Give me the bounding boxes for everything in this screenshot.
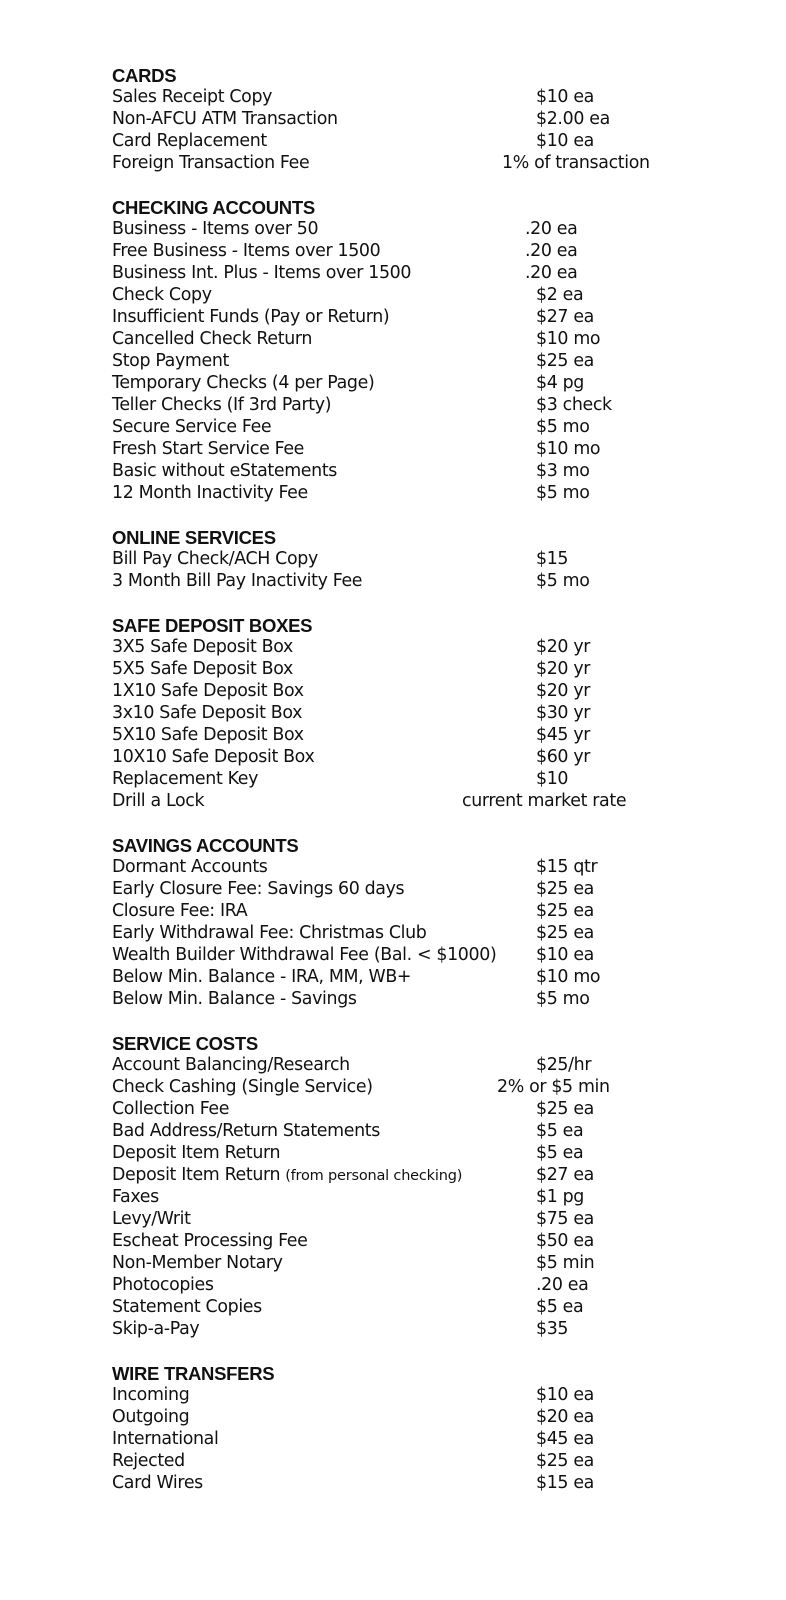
fee-value: $30 yr [536,703,591,723]
fee-label [112,922,427,944]
fee-label [112,636,293,658]
fee-row [112,702,732,724]
fee-label-text: 3x10 Safe Deposit Box [112,703,303,723]
fee-value: .20 ea [536,1275,589,1295]
fee-row [112,1296,732,1318]
fee-value: $10 ea [536,131,594,151]
fee-row [112,1098,732,1120]
fee-label-text: Early Closure Fee: Savings 60 days [112,879,405,899]
fee-value: .20 ea [525,219,578,239]
fee-row [112,570,732,592]
fee-row [112,284,732,306]
fee-list [112,1054,732,1340]
fee-value: $1 pg [536,1187,584,1207]
fee-value: $25 ea [536,901,594,921]
section-cards [112,64,732,174]
fee-label-text: Dormant Accounts [112,857,268,877]
fee-row [112,1252,732,1274]
fee-label-text: Statement Copies [112,1297,262,1317]
fee-label [112,1142,280,1164]
fee-label-text: Basic without eStatements [112,461,337,481]
fee-label [112,394,331,416]
fee-list [112,1384,732,1494]
fee-label-text: Levy/Writ [112,1209,191,1229]
fee-value: $15 [536,549,569,569]
fee-row [112,1120,732,1142]
section-heading: ONLINE SERVICES [112,527,276,548]
fee-row [112,922,732,944]
fee-row [112,108,732,130]
fee-row [112,394,732,416]
fee-label [112,108,338,130]
fee-label-text: Bill Pay Check/ACH Copy [112,549,318,569]
fee-list [112,856,732,1010]
fee-row [112,1076,732,1098]
fee-row [112,350,732,372]
fee-row [112,1450,732,1472]
fee-value: $10 ea [536,1385,594,1405]
fee-label [112,1384,189,1406]
fee-label [112,438,304,460]
section-heading: CARDS [112,65,177,86]
fee-value: $15 ea [536,1473,594,1493]
fee-label-text: Early Withdrawal Fee: Christmas Club [112,923,427,943]
fee-label-text: Card Replacement [112,131,267,151]
fee-row [112,416,732,438]
fee-label [112,966,411,988]
fee-list [112,218,732,504]
fee-row [112,636,732,658]
fee-label [112,900,247,922]
fee-label [112,1252,283,1274]
fee-value: $10 ea [536,87,594,107]
fee-label [112,284,212,306]
fee-value: $25 ea [536,351,594,371]
fee-label [112,240,380,262]
fee-label-text: Closure Fee: IRA [112,901,248,921]
fee-label [112,350,229,372]
fee-row [112,1208,732,1230]
fee-label [112,482,308,504]
fee-row [112,878,732,900]
fee-label-text: Faxes [112,1187,159,1207]
fee-label [112,1296,262,1318]
section-heading: SAFE DEPOSIT BOXES [112,615,313,636]
fee-row [112,372,732,394]
fee-label-text: Rejected [112,1451,185,1471]
fee-value: 2% or $5 min [497,1077,610,1097]
fee-value: $4 pg [536,373,584,393]
fee-value: $35 [536,1319,569,1339]
fee-label [112,1120,380,1142]
fee-list [112,636,732,812]
fee-label-text: Business Int. Plus - Items over 1500 [112,263,412,283]
fee-value: $10 mo [536,439,601,459]
fee-label-text: Skip-a-Pay [112,1319,200,1339]
fee-label [112,1428,218,1450]
fee-label [112,680,304,702]
fee-row [112,262,732,284]
fee-row [112,1142,732,1164]
fee-value: $20 yr [536,681,591,701]
fee-label-text: Account Balancing/Research [112,1055,350,1075]
fee-label-text: Photocopies [112,1275,214,1295]
fee-value: $10 mo [536,967,601,987]
fee-value: $2 ea [536,285,584,305]
fee-row [112,438,732,460]
fee-label [112,1054,350,1076]
fee-value: $20 ea [536,1407,594,1427]
section-heading: SERVICE COSTS [112,1033,258,1054]
fee-label [112,460,337,482]
fee-label-text: Outgoing [112,1407,190,1427]
fee-label-text: Secure Service Fee [112,417,272,437]
section-heading: WIRE TRANSFERS [112,1363,275,1384]
fee-row [112,944,732,966]
fee-row [112,1406,732,1428]
fee-value: $45 ea [536,1429,594,1449]
fee-value: $75 ea [536,1209,594,1229]
fee-label-text: Below Min. Balance - Savings [112,989,357,1009]
fee-value: $10 ea [536,945,594,965]
section-service-costs [112,1032,732,1340]
fee-label [112,130,267,152]
fee-row [112,1230,732,1252]
fee-label [112,1472,203,1494]
fee-value: .20 ea [525,263,578,283]
fee-label [112,1450,185,1472]
fee-value: $20 yr [536,637,591,657]
fee-label-text: Escheat Processing Fee [112,1231,308,1251]
fee-value: $25 ea [536,923,594,943]
fee-value: $50 ea [536,1231,594,1251]
section-online-services [112,526,732,592]
fee-row [112,768,732,790]
fee-value: $27 ea [536,307,594,327]
fee-value: $25 ea [536,879,594,899]
fee-label-text: 1X10 Safe Deposit Box [112,681,304,701]
fee-label [112,372,374,394]
fee-label-text: Free Business - Items over 1500 [112,241,381,261]
fee-row [112,1384,732,1406]
fee-row [112,1054,732,1076]
fee-value: .20 ea [525,241,578,261]
fee-label [112,548,318,570]
fee-label [112,1208,191,1230]
fee-label [112,1406,189,1428]
fee-value: $5 mo [536,483,590,503]
fee-row [112,328,732,350]
fee-row [112,130,732,152]
fee-row [112,680,732,702]
section-wire-transfers [112,1362,732,1494]
fee-row [112,306,732,328]
fee-row [112,900,732,922]
fee-value: $3 mo [536,461,590,481]
fee-label-text: Below Min. Balance - IRA, MM, WB+ [112,967,412,987]
fee-value: $20 yr [536,659,591,679]
section-checking-accounts [112,196,732,504]
fee-label [112,1318,199,1340]
fee-value: $25 ea [536,1099,594,1119]
fee-label-text: Replacement Key [112,769,259,789]
fee-label-text: Check Copy [112,285,212,305]
fee-label [112,944,496,966]
fee-label [112,218,318,240]
fee-schedule [112,64,732,1516]
fee-label [112,328,312,350]
fee-label [112,724,304,746]
fee-row [112,152,732,174]
fee-label-text: 3 Month Bill Pay Inactivity Fee [112,571,363,591]
fee-label [112,878,404,900]
fee-label [112,1186,159,1208]
fee-label-note: (from personal checking) [285,1168,463,1184]
fee-label [112,1076,373,1098]
fee-row [112,966,732,988]
fee-label-text: Deposit Item Return [112,1165,281,1185]
fee-value: $3 check [536,395,612,415]
fee-row [112,1274,732,1296]
fee-row [112,724,732,746]
fee-value: $10 [536,769,569,789]
section-savings-accounts [112,834,732,1010]
fee-value: $2.00 ea [536,109,610,129]
fee-label [112,570,362,592]
fee-label [112,1274,214,1296]
fee-value: $27 ea [536,1165,594,1185]
fee-row [112,1318,732,1340]
fee-label-text: Insufficient Funds (Pay or Return) [112,307,390,327]
fee-label [112,768,258,790]
fee-label [112,988,357,1010]
fee-value: $5 ea [536,1143,584,1163]
fee-label-text: Cancelled Check Return [112,329,313,349]
fee-label-text: Teller Checks (If 3rd Party) [112,395,332,415]
fee-label-text: Fresh Start Service Fee [112,439,305,459]
fee-list [112,86,732,174]
fee-value: $60 yr [536,747,591,767]
fee-label-text: Temporary Checks (4 per Page) [112,373,375,393]
fee-label-text: Wealth Builder Withdrawal Fee (Bal. < $1000) [112,945,497,965]
fee-value: $45 yr [536,725,591,745]
fee-label-text: Drill a Lock [112,791,205,811]
fee-label [112,306,389,328]
fee-label [112,658,293,680]
fee-label [112,1164,462,1187]
fee-row [112,1428,732,1450]
fee-label [112,1230,307,1252]
fee-label-text: International [112,1429,219,1449]
fee-label [112,152,309,174]
fee-value: $5 mo [536,571,590,591]
fee-label [112,790,204,812]
fee-value: $10 mo [536,329,601,349]
fee-label [112,746,314,768]
fee-value: current market rate [462,791,627,811]
fee-label-text: Deposit Item Return [112,1143,281,1163]
fee-value: $5 ea [536,1297,584,1317]
fee-value: $5 mo [536,989,590,1009]
fee-label-text: 10X10 Safe Deposit Box [112,747,315,767]
fee-label [112,416,271,438]
fee-row [112,1186,732,1208]
fee-row [112,482,732,504]
fee-label-text: Bad Address/Return Statements [112,1121,380,1141]
section-heading: SAVINGS ACCOUNTS [112,835,299,856]
fee-row [112,856,732,878]
fee-label-text: Foreign Transaction Fee [112,153,310,173]
fee-value: 1% of transaction [502,153,650,173]
fee-label-text: Non-Member Notary [112,1253,283,1273]
fee-label-text: Non-AFCU ATM Transaction [112,109,338,129]
fee-row [112,790,732,812]
fee-label-text: Collection Fee [112,1099,230,1119]
fee-label-text: Check Cashing (Single Service) [112,1077,373,1097]
fee-label-text: Sales Receipt Copy [112,87,273,107]
fee-label [112,262,411,284]
fee-label-text: Business - Items over 50 [112,219,319,239]
fee-label [112,702,302,724]
fee-label [112,856,268,878]
fee-row [112,86,732,108]
fee-row [112,746,732,768]
fee-label-text: 5X10 Safe Deposit Box [112,725,304,745]
section-safe-deposit-boxes [112,614,732,812]
fee-row [112,460,732,482]
fee-value: $25 ea [536,1451,594,1471]
fee-value: $5 mo [536,417,590,437]
fee-row [112,658,732,680]
fee-value: $25/hr [536,1055,592,1075]
fee-row [112,218,732,240]
fee-row [112,1164,732,1186]
fee-row [112,548,732,570]
fee-row [112,1472,732,1494]
fee-row [112,240,732,262]
fee-row [112,988,732,1010]
fee-label-text: Stop Payment [112,351,229,371]
fee-value: $15 qtr [536,857,598,877]
fee-label-text: Incoming [112,1385,190,1405]
fee-value: $5 ea [536,1121,584,1141]
section-heading: CHECKING ACCOUNTS [112,197,315,218]
fee-label [112,1098,229,1120]
fee-label-text: 3X5 Safe Deposit Box [112,637,293,657]
fee-label-text: Card Wires [112,1473,203,1493]
fee-value: $5 min [536,1253,595,1273]
fee-label-text: 5X5 Safe Deposit Box [112,659,293,679]
fee-label-text: 12 Month Inactivity Fee [112,483,308,503]
fee-label [112,86,272,108]
fee-list [112,548,732,592]
